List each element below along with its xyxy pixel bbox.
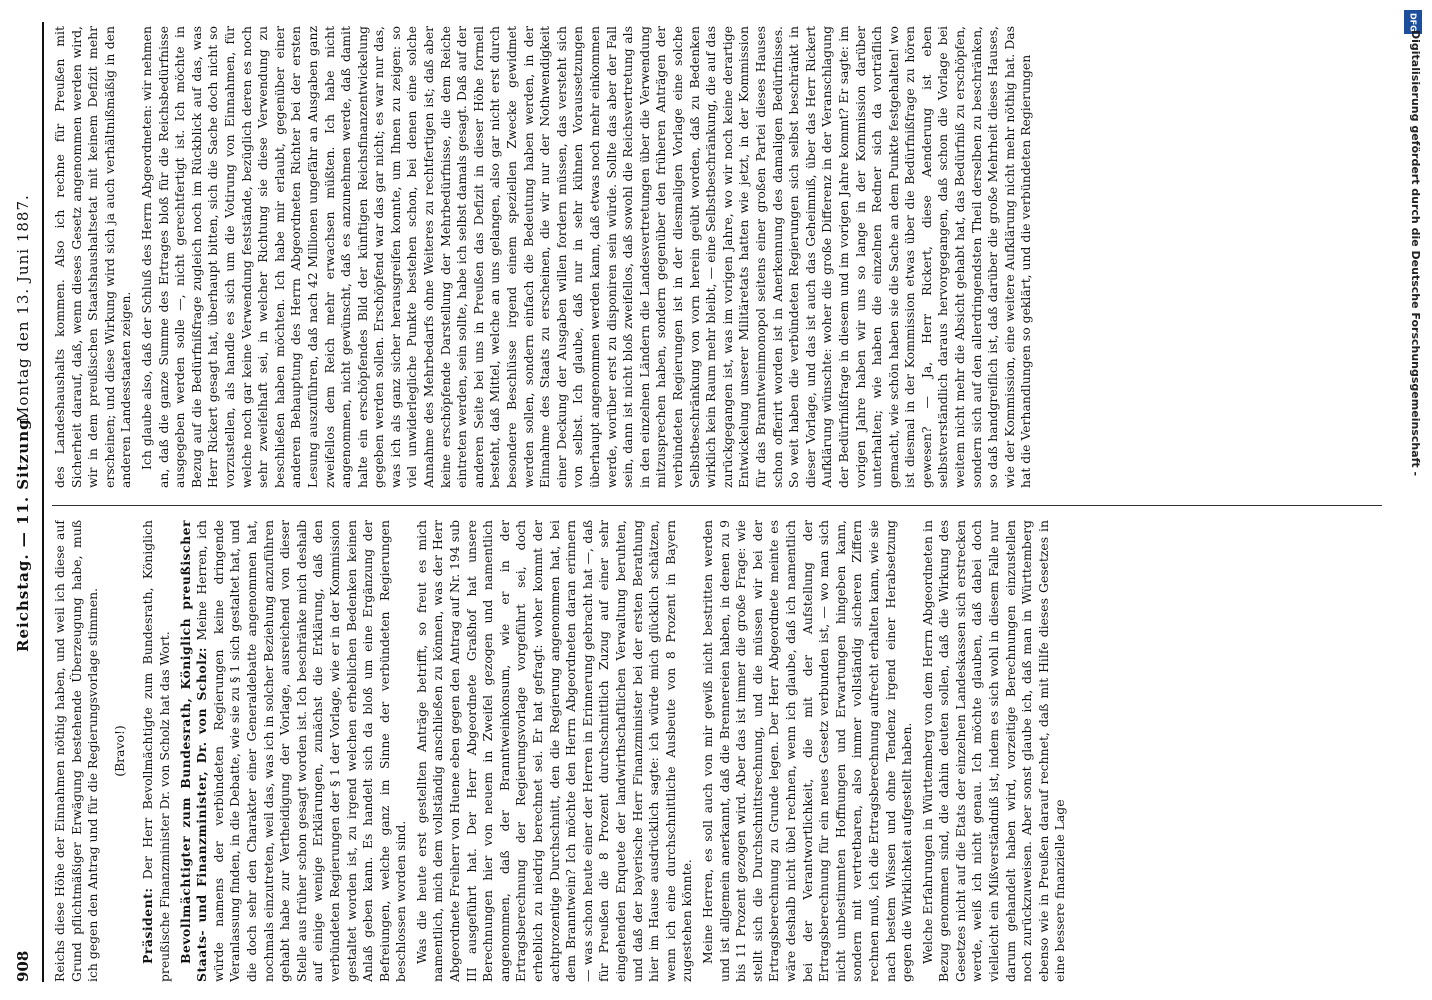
left-paragraph-3: [178, 520, 410, 982]
digitization-note: [1400, 30, 1422, 930]
left-paragraph-1: Reichs diese Höhe der Einnahmen nöthig haben, und weil ich diese auf Grund pflichtmäßiger Erwägung bestehende Überzeugung habe, muß ich gegen den Antrag und für die Regierungsvorlage stimmen.: [52, 520, 101, 982]
left-column: [52, 520, 1392, 982]
page-header: [8, 22, 48, 982]
right-paragraph-2: Ich glaube also, daß der Schluß des Herrn Abgeordneten: wir nehmen an, daß die ganze Summe des Ertrages bloß für die Reichsbedürfnisse ausgegeben werden solle —, nicht gerechtfertigt ist. Ich möchte in Bezug auf die Bedürfnißfrage zugleich noch im Rückblick auf das, was Herr Rickert gesagt hat, überhaupt bitten, sich die Sache doch nicht so vorzustellen, als handle es sich um die Votirung von Einnahmen, für welche noch gar keine Verwendung feststände, bezüglich deren es noch sehr zweifelhaft sei, in welcher Richtung sie diese Verwendung zu beschließen haben möchten. Ich habe mir erlaubt, gegenüber einer anderen Behauptung des Herrn Abgeordneten Richter bei der ersten Lesung auszuführen, daß nach 42 Millionen ungefähr an Ausgaben ganz zweifellos dem Reich mehr erwachsen müßten. Ich habe nicht angenommen, nicht gewünscht, daß es anzunehmen werde, daß damit halte ein erschöpfendes Bild der künftigen Reichsfinanzentwickelung gegeben werden sollen. Erschöpfend war das gar nicht; es war nur das, was ich als ganz sicher herausgreifen konnte, um Ihnen zu zeigen: so viel unwiderlegliche Punkte bestehen schon, bei denen eine solche Annahme des Mehrbedarfs ohne Weiteres zu rechtfertigen ist; daß aber keine erschöpfende Darstellung der Mehrbedürfnisse, die dem Reiche eintreten werden, sein sollte, habe ich selbst damals gesagt. Daß auf der anderen Seite bei uns in Preußen das Defizit in dieser Höhe formell besteht, daß Mittel, welche an uns gelangen, also gar nicht erst durch besondere Beschlüsse irgend einem speziellen Zwecke gewidmet werden sollen, sondern einfach die Bedeutung haben werden, in der Einnahme des Staats zu erscheinen, die wir nur der Nothwendigkeit einer Deckung der Ausgaben willen fordern müssen, das versteht sich von selbst. Ich glaube, daß nur in sehr kühnen Voraussetzungen überhaupt angenommen werden kann, daß etwas noch mehr einkommen werde, worüber erst zu disponiren sein würde. Sollte das aber der Fall sein, dann ist nicht bloß zweifellos, daß sowohl die Reichsvertretung als in den einzelnen Ländern die Landesvertretungen über die Verwendung mitzusprechen haben, sondern gegenüber den früheren Anträgen der verbündeten Regierungen ist in der diesmaligen Vorlage eine solche Selbstbeschränkung von vorn herein geübt worden, daß zu Bedenken wirklich kein Raum mehr bleibt, — eine Selbstbeschränkung, die auf das zurückgegangen ist, was im vorigen Jahre, wo wir noch keine derartige Entwickelung unserer Militäretats hatten wie jetzt, in der Kommission für das Branntweinmonopol seitens einer großen Partei dieses Hauses schon offerirt worden ist in Anerkennung des damaligen Bedürfnisses. So weit haben die verbündeten Regierungen sich selbst beschränkt in dieser Vorlage, und das ist auch das Geheimniß, über das Herr Rickert Aufklärung wünschte: woher die große Differenz in der Veranschlagung der Bedürfnißfrage in diesem und im vorigen Jahre kommt? Er sagte: im vorigen Jahre haben wir uns so lange in der Kommission darüber unterhalten; wie haben die einzelnen Redner sich da vorträflich gemacht, wie schön haben sie die Sache an dem Punkte festgehalten! wo ist diesmal in der Kommission etwas über die Bedürfnißfrage zu hören gewesen? — Ja, Herr Rickert, diese Aenderung ist eben selbstverständlich daraus hervorgegangen, daß schon die Vorlage bei weitem nicht mehr die Absicht gehabt hat, das Bedürfniß zu erschöpfen, sondern sich auf den allerdringendsten Theil derselben zu beschränken, so daß handgreiflich ist, daß darüber die große Mehrheit dieses Hauses, wie der Kommission, eine weitere Aufklärung nicht mehr nöthig hat. Das hat die Verhandlungen so geklärt, und die verbündeten Regierungen: [138, 26, 1034, 488]
header-rule: [42, 22, 44, 982]
left-paragraph-4: Was die heute erst gestellten Anträge betrifft, so freut es mich namentlich, mich dem vollständig anschließen zu können, was der Herr Abgeordnete Freiherr von Huene eben gegen den Antrag auf Nr. 194 sub III ausgeführt hat. Der Herr Abgeordnete Graßhof hat unsere Berechnungen hier von neuem in Zweifel gezogen und namentlich angenommen, daß der Branntweinkonsum, wie er in der Ertragsberechnung der Regierungsvorlage vorgeführt sei, doch erheblich zu niedrig berechnet sei. Er hat gefragt: woher kommt der achtprozentige Durchschnitt, den die Regierung angenommen hat, bei dem Branntwein? Ich möchte den Herrn Abgeordneten daran erinnern — was schon heute einer der Herren in Erinnerung gebracht hat —, daß für Preußen die 8 Prozent durchschnittlich Zuzug auf einer sehr eingehenden Enquete der landwirthschaftlichen Verwaltung beruhten, und daß der bayerische Herr Finanzminister bei der ersten Berathung hier im Hause ausdrücklich sagte: ich würde mich glücklich schätzen, wenn ich eine durchschnittliche Ausbeute von 8 Prozent in Bayern zugestehen könnte.: [413, 520, 695, 982]
applause-note: (Bravo!): [111, 725, 127, 777]
left-paragraph-5: Meine Herren, es soll auch von mir gewiß nicht bestritten werden und ist allgemein anerkannt, daß die Brennereien haben, in denen zu 9 bis 11 Prozent gezogen wird. Aber das ist immer die große Frage: wie stellt sich die Durchschnittsrechnung, und die müssen wir bei der Ertragsberechnung zu Grunde legen. Der Herr Abgeordnete meinte es wäre deshalb nicht übel rechnen, wenn ich glaube, daß ich namentlich bei der Verantwortlichkeit, die mit der Aufstellung der Ertragsberechnung für ein neues Gesetz verbunden ist, — wo man sich nicht unbestimmten Hoffnungen und Erwartungen hingeben kann, sondern mit vertretbaren, also immer vollständig sicheren Ziffern rechnen muß, ich die Ertragsberechnung aufrecht erhalten kann, wie sie nach bestem Wissen und ohne Tendenz irgend einer Herabsetzung gegen die Wirklichkeit aufgestellt haben.: [699, 520, 915, 982]
dfg-logo: DFG: [1404, 10, 1422, 34]
speaker-scholz: Bevollmächtigter zum Bundesrath, Königlich preußischer Staats- und Finanzminister, Dr. von Scholz:: [177, 520, 210, 982]
left-paragraph-2: [140, 520, 173, 982]
column-divider: [52, 505, 1382, 506]
page-number: 908: [14, 950, 32, 982]
digitization-note-text: Digitalisierung gefördert durch die Deutsche Forschungsgemeinschaft -: [1409, 30, 1422, 477]
president-statement: Der Herr Bevollmächtigte zum Bundesrath, Königlich preußische Finanzminister Dr. von Scholz hat das Wort.: [140, 520, 172, 982]
speaker-president: Präsident:: [140, 887, 156, 964]
session-date: Montag den 13. Juni 1887.: [14, 194, 32, 422]
session-title: Reichstag. — 11. Sitzung.: [14, 412, 32, 652]
right-column: [52, 26, 1392, 488]
left-paragraph-6: Welche Erfahrungen in Württemberg von dem Herrn Abgeordneten in Bezug genommen sind, die dahin deuten sollen, daß die Wirkung des Gesetzes nicht auf die Etats der einzelnen Landeskassen sich erstrecken werde, weiß ich nicht genau. Ich möchte glauben, daß dabei doch vielleicht ein Mißverständniß ist, indem es sich wohl in diesem Falle nur darum gehandelt haben wird, vorzeitige Berechnungen einzustellen noch zurückzuweisen. Aber sonst glaube ich, daß man in Württemberg ebenso wie in Preußen darauf rechnet, daß mit Hilfe dieses Gesetzes in eine bessere finanzielle Lage: [919, 520, 1068, 982]
scholz-statement: Meine Herren, ich würde namens der verbündeten Regierungen keine dringende Veranlassung finden, in die Debatte, wie sie zu § 1 sich gestaltet hat, und die doch sehr den Charakter einer Generaldebatte angenommen hat, nochmals einzutreten, weil das, was ich in solcher Beziehung anzuführen gehabt habe zur Vertheidigung der Vorlage, ausreichend von dieser Stelle aus früher schon gesagt worden ist. Ich beschränke mich deshalb auf einige wenige Erklärungen, zunächst die Erklärung, daß den verbündeten Regierungen der § 1 der Vorlage, wie er in der Kommission gestaltet worden ist, zu irgend welchen erheblichen Bedenken keinen Anlaß geben kann. Es handelt sich da bloß um eine Ergänzung der Befreiungen, welche ganz im Sinne der verbündeten Regierungen beschlossen worden sind.: [194, 520, 409, 982]
right-paragraph-1: des Landeshaushalts kommen. Also ich rechne für Preußen mit Sicherheit darauf, daß, wenn dieses Gesetz angenommen werden wird, wir in dem preußischen Staatshaushaltsetat mit keinem Defizit mehr erscheinen; und diese Wirkung wird sich ja auch verhältnißmäßig in den anderen Landesstaaten zeigen.: [52, 26, 134, 488]
